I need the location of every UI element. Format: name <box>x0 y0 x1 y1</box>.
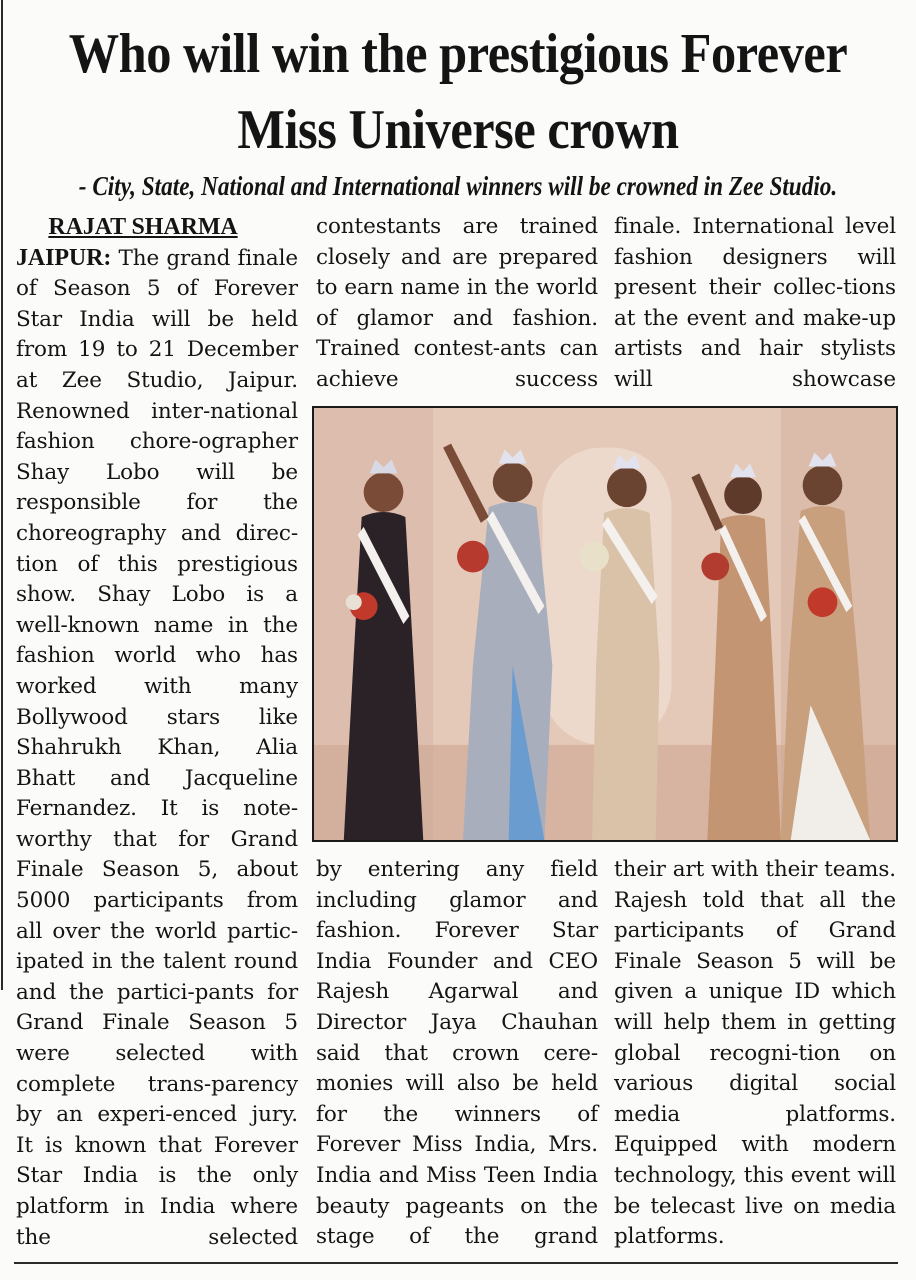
cropped-top-text <box>30 0 886 6</box>
article-column-1 <box>16 212 298 1253</box>
byline: RAJAT SHARMA <box>48 214 238 240</box>
article-column-2-bottom: by entering any field including glamor and fashion. Forever Star India Founder and CEO Rajesh Agarwal and Director Jaya Chauhan said that crown cere-monies will also be held for the winners of Forever Miss India, Mrs. India and Miss Teen India beauty pageants on the stage of the grand <box>316 857 598 1250</box>
dateline: JAIPUR: <box>16 244 112 271</box>
column-1-text: The grand finale of Season 5 of Forever Star India will be held from 19 to 21 December at Zee Studio, Jaipur. Renowned inter-national fashion chore-ographer Shay Lobo will be responsible for the choreography and direc-tion of this prestigious show. Shay Lobo is a well-known name in the fashion world who has worked with many Bollywood stars like Shahrukh Khan, Alia Bhatt and Jacqueline Fernandez. It is note-worthy that for Grand Finale Season 5, about 5000 participants from all over the world partic-ipated in the talent round and the partici-pants for Grand Finale Season 5 were selected with complete trans-parency by an experi-enced jury. It is known that Forever Star India is the only platform in India where the selected <box>16 245 298 1250</box>
article-column-3-top: finale. International level fashion designers will present their collec-tions at the event and make-up artists and hair stylists will showcase <box>614 214 896 392</box>
headline: Who will win the prestigious Forever Miss Universe crown <box>68 23 848 161</box>
column-rule-left <box>1 0 3 990</box>
subheadline: - City, State, National and International winners will be crowned in Zee Studio. <box>78 171 838 201</box>
pageant-winners-photo <box>312 406 898 842</box>
article-column-2-top: contestants are trained closely and are prepared to earn name in the world of glamor and fashion. Trained contest-ants can achieve success <box>316 214 598 392</box>
bottom-rule <box>14 1262 898 1264</box>
article-column-3-bottom: their art with their teams. Rajesh told that all the participants of Grand Finale Season 5 will be given a unique ID which will help them in getting global recogni-tion on various digital social media platforms. Equipped with modern technology, this event will be telecast live on media platforms. <box>614 857 896 1250</box>
pageant-winners-illustration <box>314 408 896 840</box>
